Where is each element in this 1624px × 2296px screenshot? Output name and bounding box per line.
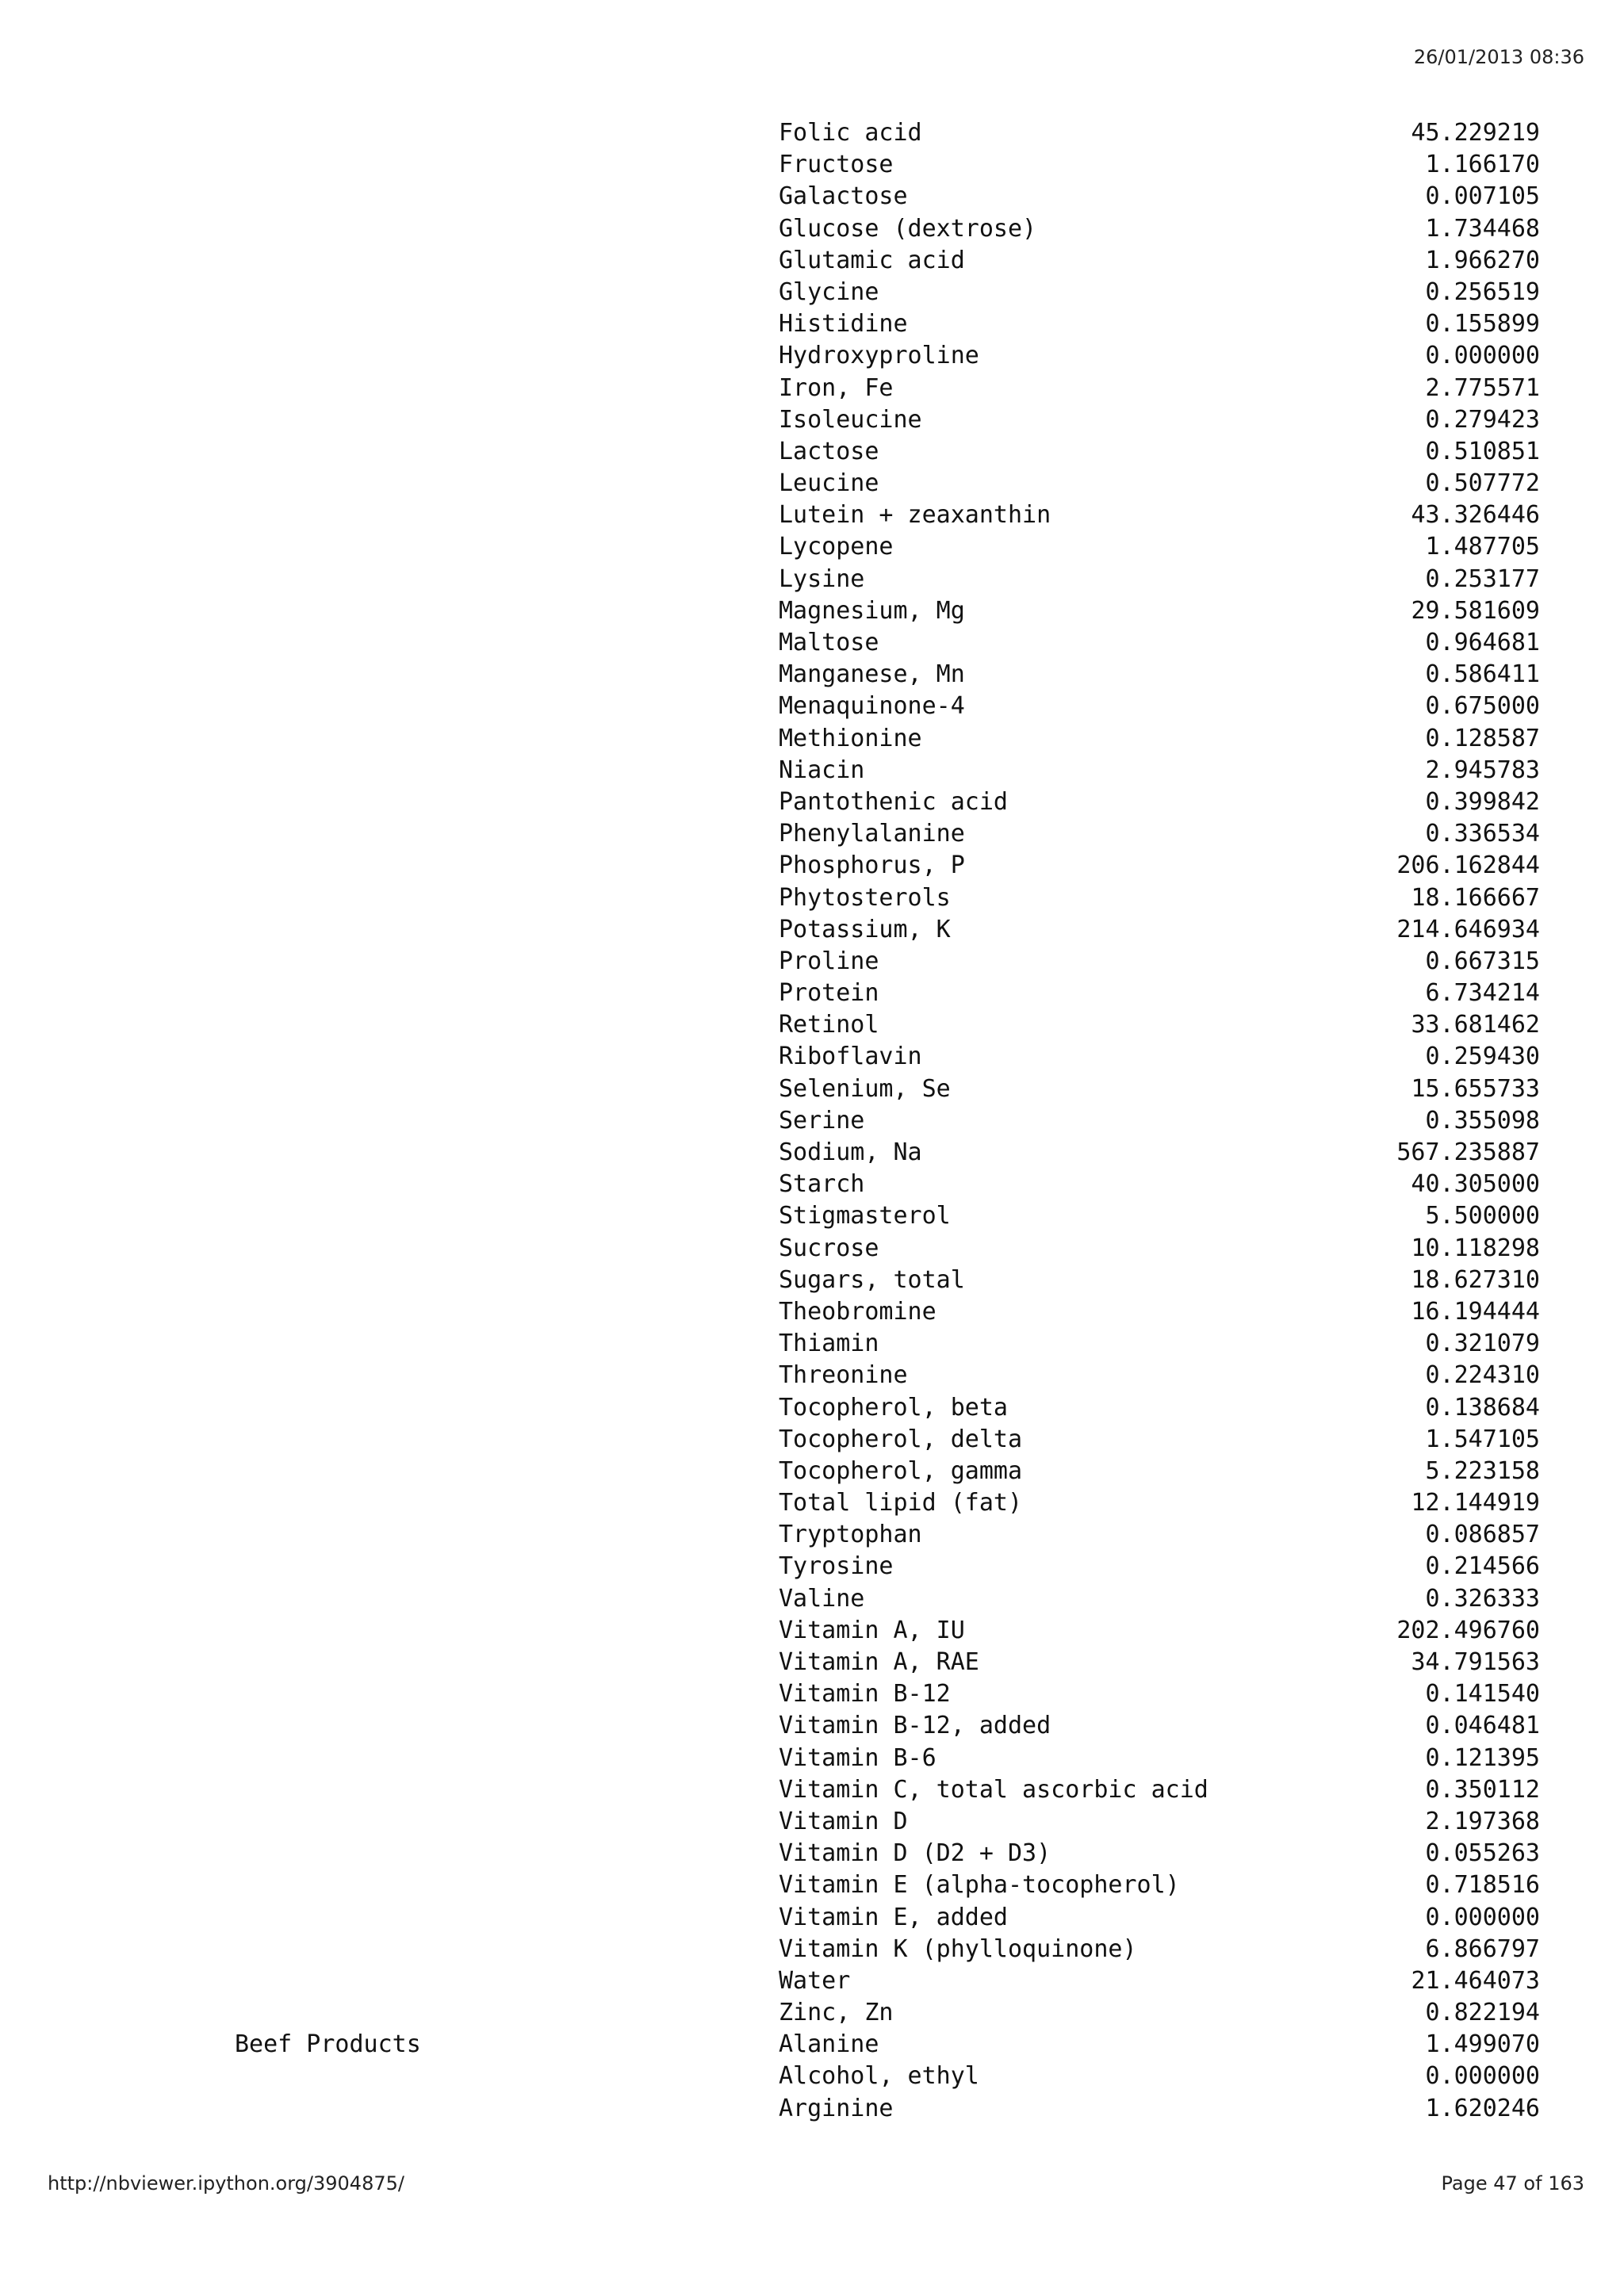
table-row [0, 2029, 1624, 2061]
table-row [0, 1105, 1624, 1137]
nutrient-name-cell: Total lipid (fat) [779, 1489, 1023, 1517]
table-row [0, 245, 1624, 277]
nutrient-name-cell: Vitamin E (alpha-tocopherol) [779, 1871, 1180, 1900]
nutrient-name-cell: Serine [779, 1106, 865, 1135]
nutrient-value-cell: 0.155899 [1425, 310, 1540, 339]
table-row [0, 499, 1624, 531]
nutrient-name-cell: Lysine [779, 564, 865, 593]
nutrient-name-cell: Magnesium, Mg [779, 596, 965, 625]
nutrient-name-cell: Arginine [779, 2094, 894, 2122]
nutrient-value-cell: 6.734214 [1425, 979, 1540, 1008]
nutrient-name-cell: Tocopherol, delta [779, 1425, 1023, 1453]
table-row [0, 755, 1624, 786]
table-row [0, 1551, 1624, 1582]
table-row [0, 1009, 1624, 1041]
table-row [0, 1233, 1624, 1265]
table-row [0, 277, 1624, 308]
table-row [0, 1997, 1624, 2029]
nutrient-value-cell: 0.321079 [1425, 1330, 1540, 1358]
nutrient-value-cell: 0.507772 [1425, 469, 1540, 498]
nutrient-value-cell: 0.586411 [1425, 660, 1540, 689]
nutrient-name-cell: Tyrosine [779, 1552, 894, 1581]
nutrient-name-cell: Tryptophan [779, 1521, 922, 1549]
nutrient-value-cell: 0.256519 [1425, 277, 1540, 306]
table-row [0, 1774, 1624, 1806]
table-row [0, 340, 1624, 372]
nutrient-value-cell: 567.235887 [1396, 1138, 1540, 1166]
nutrient-name-cell: Hydroxyproline [779, 342, 979, 370]
nutrient-name-cell: Vitamin E, added [779, 1903, 1008, 1931]
table-row [0, 1456, 1624, 1487]
nutrient-value-cell: 40.305000 [1411, 1170, 1540, 1199]
table-row [0, 531, 1624, 563]
nutrient-value-cell: 0.046481 [1425, 1712, 1540, 1740]
nutrient-value-cell: 0.718516 [1425, 1871, 1540, 1900]
nutrient-value-cell: 0.675000 [1425, 692, 1540, 721]
nutrient-value-cell: 202.496760 [1396, 1616, 1540, 1644]
nutrient-value-cell: 43.326446 [1411, 501, 1540, 530]
nutrient-name-cell: Starch [779, 1170, 865, 1199]
nutrient-name-cell: Glutamic acid [779, 246, 965, 274]
table-row [0, 1647, 1624, 1678]
nutrient-name-cell: Maltose [779, 629, 879, 656]
nutrient-value-cell: 0.253177 [1425, 564, 1540, 593]
table-row [0, 213, 1624, 245]
nutrient-value-cell: 2.775571 [1425, 373, 1540, 402]
nutrient-value-cell: 0.336534 [1425, 820, 1540, 848]
nutrient-name-cell: Glycine [779, 277, 879, 306]
nutrient-name-cell: Sucrose [779, 1234, 879, 1262]
table-row [0, 914, 1624, 946]
page-number: Page 47 of 163 [1441, 2172, 1584, 2195]
table-row [0, 2093, 1624, 2125]
nutrient-value-cell: 0.510851 [1425, 437, 1540, 465]
nutrient-value-cell: 0.355098 [1425, 1106, 1540, 1135]
nutrient-name-cell: Vitamin B-6 [779, 1743, 936, 1772]
nutrient-value-cell: 206.162844 [1396, 851, 1540, 880]
footer-url: http://nbviewer.ipython.org/3904875/ [48, 2172, 404, 2195]
nutrient-value-cell: 2.945783 [1425, 756, 1540, 784]
nutrient-name-cell: Protein [779, 979, 879, 1008]
table-row [0, 627, 1624, 659]
nutrient-table [0, 117, 1624, 2125]
nutrient-name-cell: Vitamin C, total ascorbic acid [779, 1775, 1208, 1804]
table-row [0, 1838, 1624, 1869]
nutrient-name-cell: Vitamin A, IU [779, 1616, 965, 1644]
nutrient-value-cell: 0.350112 [1425, 1775, 1540, 1804]
nutrient-value-cell: 0.055263 [1425, 1839, 1540, 1868]
nutrient-value-cell: 0.214566 [1425, 1552, 1540, 1581]
nutrient-name-cell: Water [779, 1966, 851, 1995]
nutrient-value-cell: 34.791563 [1411, 1648, 1540, 1676]
nutrient-value-cell: 1.547105 [1425, 1425, 1540, 1453]
nutrient-value-cell: 21.464073 [1411, 1966, 1540, 1995]
nutrient-value-cell: 0.000000 [1425, 342, 1540, 370]
table-row [0, 978, 1624, 1009]
nutrient-value-cell: 0.086857 [1425, 1521, 1540, 1549]
nutrient-value-cell: 33.681462 [1411, 1011, 1540, 1039]
nutrient-name-cell: Isoleucine [779, 405, 922, 434]
nutrient-name-cell: Retinol [779, 1011, 879, 1039]
nutrient-name-cell: Theobromine [779, 1297, 936, 1326]
nutrient-value-cell: 0.000000 [1425, 1903, 1540, 1931]
nutrient-name-cell: Lutein + zeaxanthin [779, 501, 1051, 530]
table-row [0, 1519, 1624, 1551]
table-row [0, 1934, 1624, 1965]
table-row [0, 1041, 1624, 1073]
table-row [0, 404, 1624, 436]
nutrient-name-cell: Valine [779, 1584, 865, 1613]
table-row [0, 1743, 1624, 1774]
table-row [0, 723, 1624, 755]
table-row [0, 564, 1624, 595]
table-row [0, 436, 1624, 468]
table-row [0, 1328, 1624, 1360]
nutrient-value-cell: 10.118298 [1411, 1234, 1540, 1262]
table-row [0, 691, 1624, 722]
nutrient-value-cell: 1.734468 [1425, 214, 1540, 243]
nutrient-name-cell: Iron, Fe [779, 373, 894, 402]
table-row [0, 1710, 1624, 1742]
nutrient-name-cell: Sugars, total [779, 1265, 965, 1294]
table-row [0, 786, 1624, 818]
nutrient-value-cell: 12.144919 [1411, 1489, 1540, 1517]
nutrient-name-cell: Vitamin B-12 [779, 1680, 951, 1709]
table-row [0, 850, 1624, 882]
nutrient-value-cell: 0.822194 [1425, 1999, 1540, 2027]
table-row [0, 1392, 1624, 1424]
nutrient-value-cell: 1.499070 [1425, 2030, 1540, 2059]
nutrient-value-cell: 0.259430 [1425, 1043, 1540, 1071]
table-row [0, 1200, 1624, 1232]
table-row [0, 149, 1624, 181]
nutrient-value-cell: 0.141540 [1425, 1680, 1540, 1709]
table-row [0, 818, 1624, 850]
table-row [0, 1806, 1624, 1838]
nutrient-value-cell: 0.007105 [1425, 182, 1540, 211]
nutrient-name-cell: Riboflavin [779, 1043, 922, 1071]
nutrient-value-cell: 5.223158 [1425, 1456, 1540, 1485]
nutrient-value-cell: 16.194444 [1411, 1297, 1540, 1326]
nutrient-name-cell: Tocopherol, gamma [779, 1456, 1023, 1485]
table-row [0, 117, 1624, 149]
nutrient-name-cell: Vitamin K (phylloquinone) [779, 1934, 1137, 1963]
nutrient-name-cell: Menaquinone-4 [779, 692, 965, 721]
nutrient-value-cell: 0.128587 [1425, 724, 1540, 752]
nutrient-name-cell: Proline [779, 947, 879, 975]
nutrient-value-cell: 29.581609 [1411, 596, 1540, 625]
table-row [0, 1869, 1624, 1901]
nutrient-name-cell: Sodium, Na [779, 1138, 922, 1166]
nutrient-name-cell: Glucose (dextrose) [779, 214, 1037, 243]
table-row [0, 1137, 1624, 1169]
nutrient-value-cell: 15.655733 [1411, 1074, 1540, 1103]
table-row [0, 468, 1624, 499]
table-row [0, 659, 1624, 691]
table-row [0, 1265, 1624, 1296]
table-row [0, 882, 1624, 914]
nutrient-value-cell: 214.646934 [1396, 915, 1540, 943]
nutrient-name-cell: Tocopherol, beta [779, 1393, 1008, 1422]
table-row [0, 1583, 1624, 1615]
nutrient-value-cell: 1.166170 [1425, 151, 1540, 179]
table-row [0, 1424, 1624, 1456]
table-row [0, 1296, 1624, 1328]
nutrient-value-cell: 45.229219 [1411, 119, 1540, 147]
nutrient-name-cell: Pantothenic acid [779, 787, 1008, 816]
nutrient-name-cell: Fructose [779, 151, 894, 179]
table-row [0, 373, 1624, 404]
table-row [0, 1073, 1624, 1105]
nutrient-name-cell: Vitamin B-12, added [779, 1712, 1051, 1740]
nutrient-name-cell: Manganese, Mn [779, 660, 965, 689]
nutrient-value-cell: 0.138684 [1425, 1393, 1540, 1422]
nutrient-name-cell: Alcohol, ethyl [779, 2062, 979, 2091]
nutrient-value-cell: 2.197368 [1425, 1807, 1540, 1835]
nutrient-name-cell: Folic acid [779, 119, 922, 147]
nutrient-name-cell: Niacin [779, 756, 865, 784]
nutrient-name-cell: Thiamin [779, 1330, 879, 1358]
nutrient-value-cell: 1.620246 [1425, 2094, 1540, 2122]
nutrient-value-cell: 0.224310 [1425, 1361, 1540, 1390]
nutrient-value-cell: 0.279423 [1425, 405, 1540, 434]
nutrient-name-cell: Potassium, K [779, 915, 951, 943]
table-row [0, 1965, 1624, 1997]
nutrient-name-cell: Histidine [779, 310, 908, 339]
nutrient-value-cell: 18.166667 [1411, 883, 1540, 912]
nutrient-name-cell: Leucine [779, 469, 879, 498]
nutrient-name-cell: Vitamin D (D2 + D3) [779, 1839, 1051, 1868]
table-row [0, 1615, 1624, 1647]
table-row [0, 181, 1624, 212]
nutrient-value-cell: 1.966270 [1425, 246, 1540, 274]
nutrient-value-cell: 0.399842 [1425, 787, 1540, 816]
nutrient-name-cell: Selenium, Se [779, 1074, 951, 1103]
nutrient-name-cell: Stigmasterol [779, 1202, 951, 1230]
nutrient-name-cell: Phytosterols [779, 883, 951, 912]
table-row [0, 1902, 1624, 1934]
nutrient-value-cell: 0.326333 [1425, 1584, 1540, 1613]
table-row [0, 1360, 1624, 1391]
nutrient-value-cell: 6.866797 [1425, 1934, 1540, 1963]
nutrient-value-cell: 0.121395 [1425, 1743, 1540, 1772]
table-row [0, 1487, 1624, 1519]
table-row [0, 946, 1624, 978]
nutrient-name-cell: Phosphorus, P [779, 851, 965, 880]
nutrient-name-cell: Zinc, Zn [779, 1999, 894, 2027]
nutrient-name-cell: Lycopene [779, 533, 894, 561]
nutrient-name-cell: Vitamin D [779, 1807, 908, 1835]
table-row [0, 308, 1624, 340]
nutrient-value-cell: 0.667315 [1425, 947, 1540, 975]
nutrient-name-cell: Galactose [779, 182, 908, 211]
nutrient-value-cell: 1.487705 [1425, 533, 1540, 561]
nutrient-value-cell: 5.500000 [1425, 1202, 1540, 1230]
nutrient-value-cell: 0.000000 [1425, 2062, 1540, 2091]
food-group-cell: Beef Products [235, 2030, 421, 2059]
nutrient-name-cell: Vitamin A, RAE [779, 1648, 979, 1676]
table-row [0, 1169, 1624, 1200]
nutrient-name-cell: Alanine [779, 2030, 879, 2059]
nutrient-value-cell: 18.627310 [1411, 1265, 1540, 1294]
nutrient-value-cell: 0.964681 [1425, 629, 1540, 656]
table-row [0, 1678, 1624, 1710]
table-row [0, 2061, 1624, 2092]
print-timestamp: 26/01/2013 08:36 [1413, 46, 1584, 68]
nutrient-name-cell: Methionine [779, 724, 922, 752]
table-row [0, 595, 1624, 627]
nutrient-name-cell: Phenylalanine [779, 820, 965, 848]
nutrient-name-cell: Threonine [779, 1361, 908, 1390]
nutrient-name-cell: Lactose [779, 437, 879, 465]
